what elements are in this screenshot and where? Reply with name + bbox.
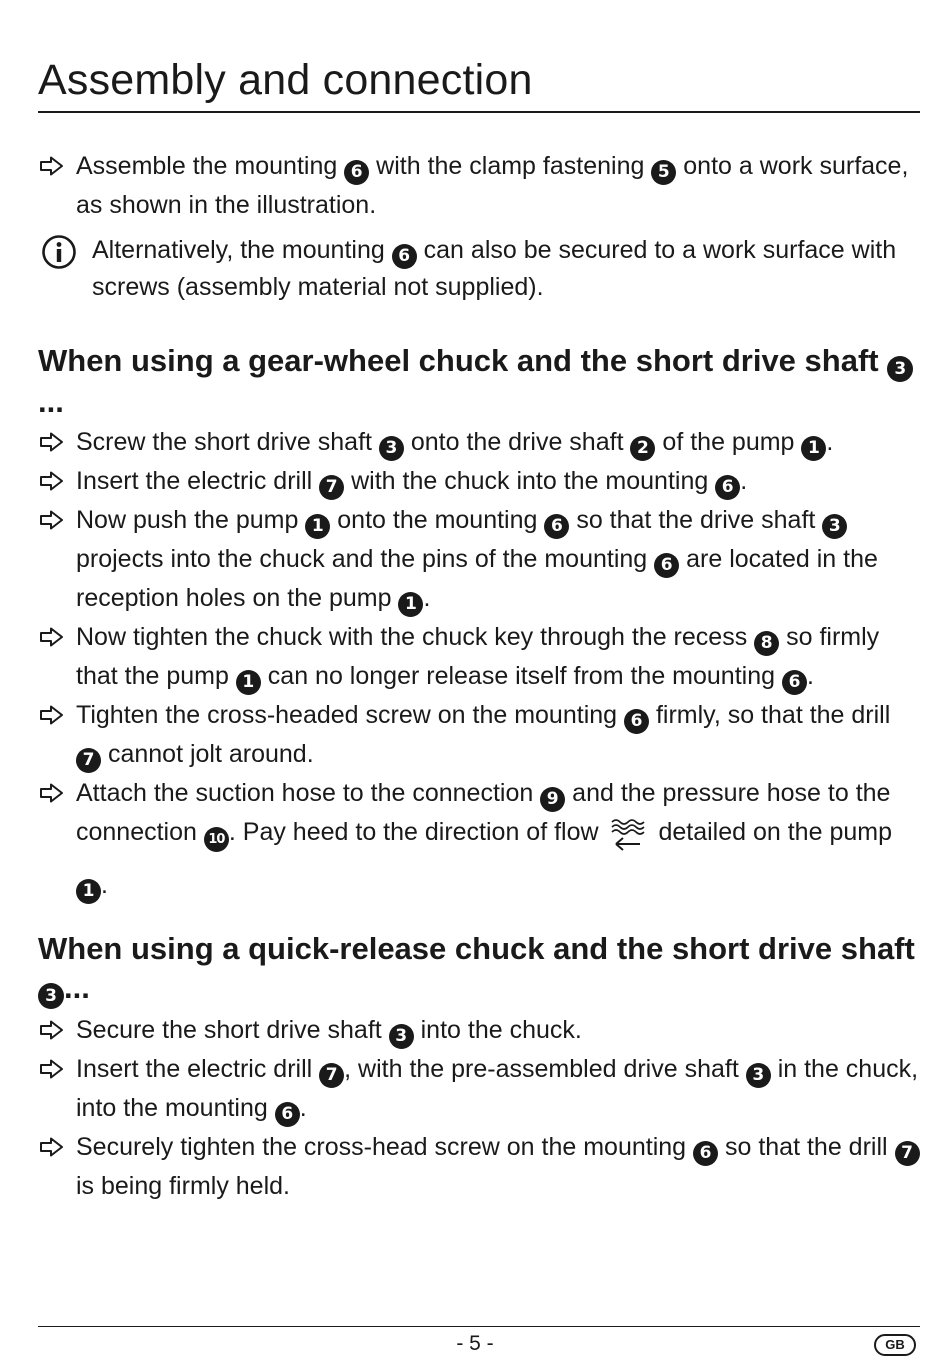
arrow-right-outline-icon bbox=[38, 774, 68, 813]
callout-number: 8 bbox=[754, 631, 779, 656]
callout-number: 3 bbox=[887, 356, 913, 382]
list-item: Insert the electric drill 7 , with the pre-assembled drive shaft 3 in the chuck, into the mounting 6 . bbox=[38, 1050, 920, 1128]
flow-direction-icon bbox=[608, 816, 648, 866]
language-badge: GB bbox=[874, 1334, 916, 1356]
footer-divider bbox=[38, 1326, 920, 1327]
gear-wheel-chuck-section bbox=[38, 341, 920, 905]
callout-number: 1 bbox=[305, 514, 330, 539]
callout-number: 10 bbox=[204, 827, 229, 852]
info-note: Alternatively, the mounting 6 can also be secured to a work surface with screws (assembly material not supplied). bbox=[38, 232, 920, 306]
quick-release-chuck-section bbox=[38, 929, 920, 1206]
callout-number: 6 bbox=[654, 553, 679, 578]
callout-number: 2 bbox=[630, 436, 655, 461]
list-item: Screw the short drive shaft 3 onto the drive shaft 2 of the pump 1 . bbox=[38, 423, 920, 462]
intro-section bbox=[38, 147, 920, 306]
callout-number: 5 bbox=[651, 160, 676, 185]
arrow-right-outline-icon bbox=[38, 618, 68, 657]
list-item: Secure the short drive shaft 3 into the chuck. bbox=[38, 1011, 920, 1050]
callout-number: 3 bbox=[379, 436, 404, 461]
arrow-right-outline-icon bbox=[38, 147, 68, 186]
section-heading: When using a gear-wheel chuck and the short drive shaft 3... bbox=[38, 341, 920, 421]
arrow-right-outline-icon bbox=[38, 462, 68, 501]
arrow-right-outline-icon bbox=[38, 1128, 68, 1167]
list-item: Now push the pump 1 onto the mounting 6 so that the drive shaft 3 projects into the chuck and the pins of the mounting 6 are located in the reception holes on the pump 1 . bbox=[38, 501, 920, 618]
callout-number: 6 bbox=[693, 1141, 718, 1166]
callout-number: 6 bbox=[624, 709, 649, 734]
info-circle-icon bbox=[41, 234, 77, 281]
page-title: Assembly and connection bbox=[38, 56, 533, 104]
list-item: Now tighten the chuck with the chuck key through the recess 8 so firmly that the pump 1 can no longer release itself from the mounting 6 . bbox=[38, 618, 920, 696]
callout-number: 6 bbox=[782, 670, 807, 695]
arrow-right-outline-icon bbox=[38, 696, 68, 735]
callout-number: 6 bbox=[715, 475, 740, 500]
callout-number: 7 bbox=[76, 748, 101, 773]
title-divider bbox=[38, 111, 920, 113]
callout-number: 6 bbox=[392, 244, 417, 269]
page-number: - 5 - bbox=[456, 1332, 494, 1355]
arrow-right-outline-icon bbox=[38, 423, 68, 462]
callout-number: 7 bbox=[895, 1141, 920, 1166]
arrow-right-outline-icon bbox=[38, 1011, 68, 1050]
callout-number: 3 bbox=[822, 514, 847, 539]
arrow-right-outline-icon bbox=[38, 1050, 68, 1089]
callout-number: 6 bbox=[275, 1102, 300, 1127]
callout-number: 7 bbox=[319, 1063, 344, 1088]
list-item: Tighten the cross-headed screw on the mounting 6 firmly, so that the drill 7 cannot jolt around. bbox=[38, 696, 920, 774]
callout-number: 3 bbox=[38, 983, 64, 1009]
callout-number: 1 bbox=[801, 436, 826, 461]
section-heading: When using a quick-release chuck and the short drive shaft 3 ... bbox=[38, 929, 920, 1009]
callout-number: 6 bbox=[344, 160, 369, 185]
arrow-right-outline-icon bbox=[38, 501, 68, 540]
callout-number: 7 bbox=[319, 475, 344, 500]
callout-number: 1 bbox=[398, 592, 423, 617]
list-item: Insert the electric drill 7 with the chuck into the mounting 6 . bbox=[38, 462, 920, 501]
list-item: Assemble the mounting 6 with the clamp fastening 5 onto a work surface, as shown in the illustration. bbox=[38, 147, 920, 225]
callout-number: 1 bbox=[236, 670, 261, 695]
list-item: Securely tighten the cross-head screw on the mounting 6 so that the drill 7 is being firmly held. bbox=[38, 1128, 920, 1206]
callout-number: 3 bbox=[389, 1024, 414, 1049]
callout-number: 9 bbox=[540, 787, 565, 812]
callout-number: 6 bbox=[544, 514, 569, 539]
list-item: Attach the suction hose to the connection 9 and the pressure hose to the connection 10 . Pay heed to the direction of flow detailed on the pump 1 . bbox=[38, 774, 920, 905]
callout-number: 3 bbox=[746, 1063, 771, 1088]
callout-number: 1 bbox=[76, 879, 101, 904]
